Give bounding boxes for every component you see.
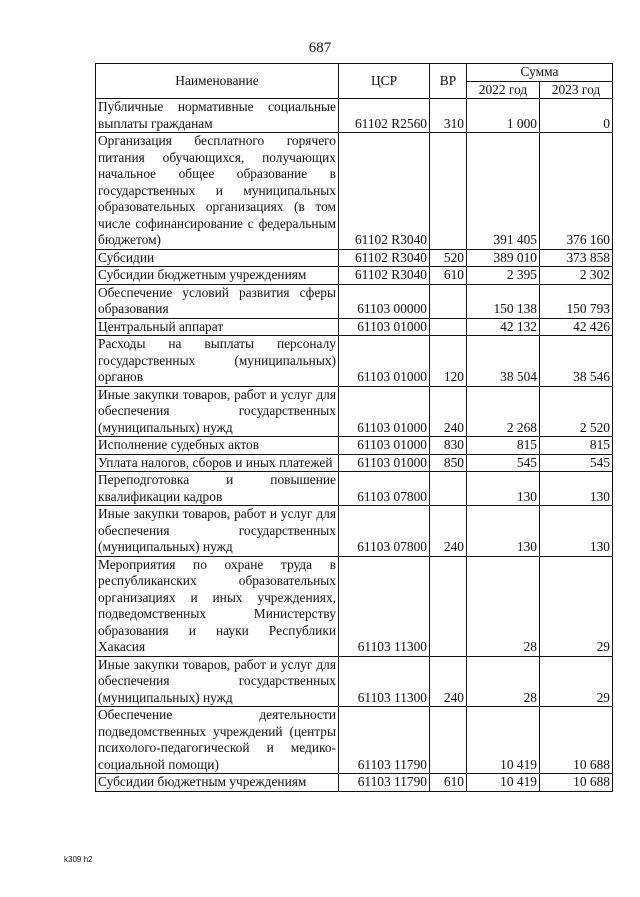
header-row-top <box>96 64 613 82</box>
row-sum-2022: 2 268 <box>467 386 540 437</box>
row-sum-2023: 545 <box>540 454 613 472</box>
row-csr: 61103 01000 <box>339 336 430 387</box>
table-row <box>96 386 613 437</box>
row-sum-2022: 10 419 <box>467 774 540 792</box>
row-csr: 61103 11300 <box>339 556 430 656</box>
row-vr: 610 <box>430 774 467 792</box>
row-vr: 240 <box>430 506 467 557</box>
table-row <box>96 774 613 792</box>
table-row <box>96 556 613 656</box>
table-row <box>96 318 613 336</box>
row-csr: 61103 01000 <box>339 437 430 455</box>
row-csr: 61103 01000 <box>339 386 430 437</box>
row-name: Субсидии бюджетным учреждениям <box>96 774 339 792</box>
row-csr: 61103 11790 <box>339 774 430 792</box>
row-sum-2023: 376 160 <box>540 133 613 250</box>
row-vr: 240 <box>430 656 467 707</box>
table-row <box>96 454 613 472</box>
row-sum-2022: 28 <box>467 656 540 707</box>
row-name: Субсидии бюджетным учреждениям <box>96 267 339 285</box>
table-row <box>96 472 613 506</box>
row-csr: 61102 R3040 <box>339 249 430 267</box>
row-sum-2023: 42 426 <box>540 318 613 336</box>
table-row <box>96 656 613 707</box>
row-vr <box>430 707 467 774</box>
row-name: Субсидии <box>96 249 339 267</box>
row-name: Публичные нормативные социальные выплаты гражданам <box>96 99 339 133</box>
row-csr: 61103 07800 <box>339 472 430 506</box>
row-sum-2022: 150 138 <box>467 284 540 318</box>
row-name: Организация бесплатного горячего питания обучающихся, получающих начальное общее образование в государственных и муниципальных образовательных организациях (в том числе софинансирование с федеральным бюджетом) <box>96 133 339 250</box>
row-sum-2023: 815 <box>540 437 613 455</box>
row-sum-2023: 373 858 <box>540 249 613 267</box>
row-name: Обеспечение условий развития сферы образования <box>96 284 339 318</box>
row-name: Обеспечение деятельности подведомственных учреждений (центры психолого-педагогической и медико-социальной помощи) <box>96 707 339 774</box>
row-vr <box>430 284 467 318</box>
row-name: Иные закупки товаров, работ и услуг для обеспечения государственных (муниципальных) нужд <box>96 386 339 437</box>
row-sum-2023: 130 <box>540 506 613 557</box>
row-sum-2022: 389 010 <box>467 249 540 267</box>
header-csr: ЦСР <box>339 64 430 99</box>
budget-table <box>95 63 613 792</box>
row-sum-2022: 38 504 <box>467 336 540 387</box>
row-sum-2022: 130 <box>467 472 540 506</box>
row-vr: 830 <box>430 437 467 455</box>
table-row <box>96 707 613 774</box>
header-year-2023: 2023 год <box>540 81 613 99</box>
table-row <box>96 284 613 318</box>
row-sum-2023: 150 793 <box>540 284 613 318</box>
row-csr: 61103 11790 <box>339 707 430 774</box>
row-sum-2022: 130 <box>467 506 540 557</box>
row-sum-2023: 29 <box>540 556 613 656</box>
row-csr: 61103 01000 <box>339 454 430 472</box>
footer-code: k309 h2 <box>64 855 93 864</box>
table-row <box>96 133 613 250</box>
table-row <box>96 99 613 133</box>
row-name: Центральный аппарат <box>96 318 339 336</box>
row-sum-2023: 130 <box>540 472 613 506</box>
row-sum-2022: 391 405 <box>467 133 540 250</box>
row-csr: 61102 R3040 <box>339 133 430 250</box>
row-sum-2023: 38 546 <box>540 336 613 387</box>
row-name: Расходы на выплаты персоналу государственных (муниципальных) органов <box>96 336 339 387</box>
row-vr: 850 <box>430 454 467 472</box>
row-sum-2022: 42 132 <box>467 318 540 336</box>
row-vr <box>430 472 467 506</box>
row-csr: 61102 R2560 <box>339 99 430 133</box>
table-row <box>96 437 613 455</box>
row-csr: 61103 11300 <box>339 656 430 707</box>
header-year-2022: 2022 год <box>467 81 540 99</box>
page-number: 687 <box>308 40 332 56</box>
row-csr: 61103 01000 <box>339 318 430 336</box>
row-sum-2022: 2 395 <box>467 267 540 285</box>
row-name: Иные закупки товаров, работ и услуг для обеспечения государственных (муниципальных) нужд <box>96 506 339 557</box>
row-csr: 61103 07800 <box>339 506 430 557</box>
row-sum-2022: 28 <box>467 556 540 656</box>
table-row <box>96 506 613 557</box>
table-row <box>96 249 613 267</box>
header-sum: Сумма <box>467 64 613 82</box>
row-vr: 520 <box>430 249 467 267</box>
row-vr: 240 <box>430 386 467 437</box>
row-sum-2023: 2 520 <box>540 386 613 437</box>
row-sum-2022: 545 <box>467 454 540 472</box>
row-vr <box>430 556 467 656</box>
header-vr: ВР <box>430 64 467 99</box>
row-name: Исполнение судебных актов <box>96 437 339 455</box>
row-sum-2023: 0 <box>540 99 613 133</box>
row-sum-2022: 10 419 <box>467 707 540 774</box>
row-csr: 61102 R3040 <box>339 267 430 285</box>
row-name: Иные закупки товаров, работ и услуг для обеспечения государственных (муниципальных) нужд <box>96 656 339 707</box>
row-sum-2023: 2 302 <box>540 267 613 285</box>
table-row <box>96 267 613 285</box>
row-sum-2023: 10 688 <box>540 707 613 774</box>
row-vr: 120 <box>430 336 467 387</box>
row-vr: 310 <box>430 99 467 133</box>
header-name: Наименование <box>96 64 339 99</box>
row-csr: 61103 00000 <box>339 284 430 318</box>
row-vr <box>430 318 467 336</box>
row-sum-2023: 29 <box>540 656 613 707</box>
row-sum-2022: 815 <box>467 437 540 455</box>
row-name: Уплата налогов, сборов и иных платежей <box>96 454 339 472</box>
row-name: Мероприятия по охране труда в республиканских образовательных организациях и иных учреждениях, подведомственных Министерству образования и науки Республики Хакасия <box>96 556 339 656</box>
row-sum-2022: 1 000 <box>467 99 540 133</box>
row-sum-2023: 10 688 <box>540 774 613 792</box>
row-vr <box>430 133 467 250</box>
table-row <box>96 336 613 387</box>
row-name: Переподготовка и повышение квалификации кадров <box>96 472 339 506</box>
table-body <box>96 99 613 792</box>
row-vr: 610 <box>430 267 467 285</box>
